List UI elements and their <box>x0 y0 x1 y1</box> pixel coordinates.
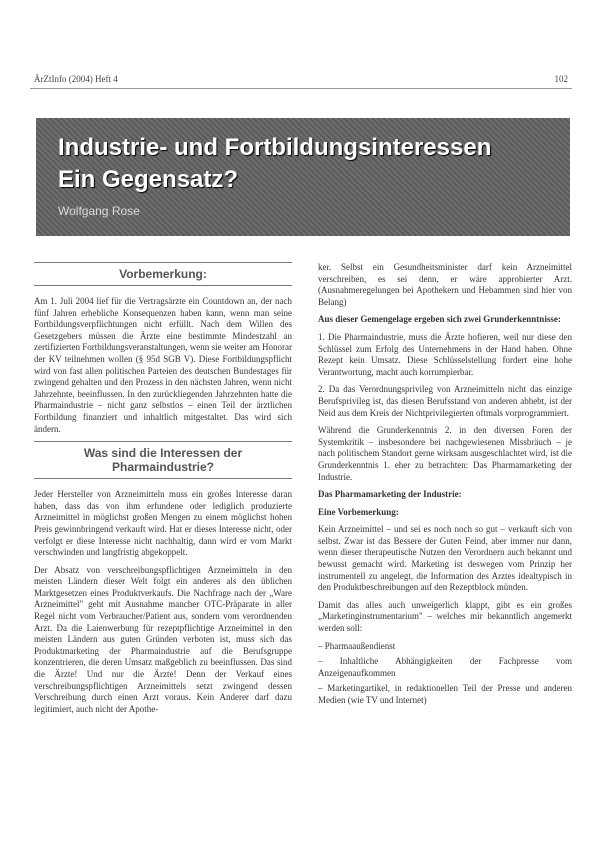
list-item: – Marketingartikel, in redaktionellen Teil der Presse und anderen Medien (wie TV und Internet) <box>318 683 572 705</box>
section-heading-vorbemerkung: Vorbemerkung: <box>34 262 292 286</box>
paragraph: Der Absatz von verschreibungspflichtigen Arzneimitteln in den meisten Ländern dieser Welt folgt ein anderes als den üblichen Marktgesetzen eines Produktverkaufs. Die Nachfrage nach der „Ware Arzneimittel" geht mit Ausnahme mancher OTC-Präparate in aller Regel nicht vom Verbraucher/Patient aus, sondern vom verordnenden Arzt. Da die Laienwerbung für rezeptpflichtige Arzneimittel in den meisten Ländern aus guten Gründen verboten ist, muss sich das Produktmarketing der Pharmaindustrie auf die Berufsgruppe konzentrieren, die deren Umsatz maßgeblich zu beeinflussen. Das sind die Ärzte! Und nur die Ärzte! Denn der Verkauf eines verschreibungspflichtigen Arzneimittels setzt zwingend dessen Verschreibung durch einen Arzt voraus. Kein Anderer darf dazu legitimiert, auch nicht der Apothe- <box>34 564 292 714</box>
list-item: – Inhaltliche Abhängigkeiten der Fachpresse vom Anzeigenaufkommen <box>318 656 572 678</box>
left-column <box>34 258 292 721</box>
right-column <box>318 262 572 711</box>
title-banner <box>36 118 570 236</box>
author-name: Wolfgang Rose <box>58 204 140 218</box>
paragraph: Am 1. Juli 2004 lief für die Vertragsärzte ein Countdown an, der nach fünf Jahren erhebliche Konsequenzen haben kann, wenn man seine Fortbildungsverpflichtungen nicht erfüllt. Nach dem Willen des Gesetzgebers müssen die Ärzte eine bestimmte Mindestzahl an zertifizierten Fortbildungsveranstaltungen, wenn sie weiter am Honorar der KV teilnehmen wollen (§ 95d SGB V). Diese Fortbildungspflicht wird von fast allen politischen Parteien des deutschen Bundestages für zwingend gehalten und den Prozess in den nächsten Jahren, wenn nicht Jahrzehnte, beeinflussen. In den zurückliegenden Jahrzehnten hatte die Pharmaindustrie – nicht ganz selbstlos – einen Teil der ärztlichen Fortbildung finanziert und inhaltlich mitgestaltet. Das wird sich ändern. <box>34 296 292 434</box>
paragraph: 2. Da das Verordnungsprivileg von Arzneimitteln nicht das einzige Berufsprivileg ist, das diesen Berufsstand von anderen abhebt, ist der Neid aus dem Kreis der Nichtprivilegierten oftmals vorprogrammiert. <box>318 384 572 418</box>
section-heading-line-1: Was sind die Interessen der <box>83 446 243 461</box>
paragraph: Damit das alles auch unweigerlich klappt, gibt es ein großes „Marketinginstrumentarium" – welches mir bekanntlich angemerkt werden soll: <box>318 599 572 634</box>
page-number: 102 <box>554 74 568 84</box>
article-title <box>58 132 491 196</box>
list-item: – Pharmaaußendienst <box>318 640 396 651</box>
bold-heading: Das Pharmamarketing der Industrie: <box>318 489 462 500</box>
journal-reference: ÄrZtInfo (2004) Heft 4 <box>34 74 118 84</box>
section-heading-line-2: Pharmaindustrie? <box>111 460 215 475</box>
title-line-2: Ein Gegensatz? <box>58 166 239 193</box>
section-heading-interessen <box>34 441 292 479</box>
bold-heading: Aus dieser Gemengelage ergeben sich zwei Grunderkenntnisse: <box>318 314 561 325</box>
paragraph: 1. Die Pharmaindustrie, muss die Ärzte hofieren, weil nur diese den Schlüssel zum Erfolg des Unternehmens in der Hand haben. Ohne Rezept kein Umsatz. Diese Schlüsselstellung fordert eine hohe Verantwortung, macht auch korrumpierbar. <box>318 331 572 377</box>
paragraph: Kein Arzneimittel – und sei es noch noch so gut – verkauft sich von selbst. Zwar ist das Bessere der Guten Feind, aber immer nur dann, wenn dieser therapeutische Nutzen den Verordnern auch bekannt und bewusst gemacht wird. Marketing ist deswegen vom Prinzip her instrumentell zu angelegt, die Information des Arztes idealtypisch in den Produktbeschreibungen auf den Rezeptblock münden. <box>318 524 572 593</box>
bold-heading: Eine Vorbemerkung: <box>318 506 399 517</box>
paragraph: Jeder Hersteller von Arzneimitteln muss ein großes Interesse daran haben, dass das von ihm erfundene oder lediglich produzierte Arzneimittel in möglichst großen Mengen zu einem möglichst hohen Preis gewinnbringend verkauft wird. Hat er dieses Interesse nicht, oder verfolgt er diese Interesse nicht nachhaltig, dann wird er vom Markt verschwinden und langfristig abgekoppelt. <box>34 489 292 558</box>
paragraph: ker. Selbst ein Gesundheitsminister darf kein Arzneimittel verschreiben, es sei denn, er wäre approbierter Arzt. (Ausnahmeregelungen bei Apothekern und Hebammen sind hier von Belang) <box>318 262 572 307</box>
title-line-1: Industrie- und Fortbildungsinteressen <box>58 134 492 161</box>
header-rule <box>30 88 572 89</box>
paragraph: Während die Grunderkenntnis 2. in den diversen Foren der Systemkritik – insbesondere bei nachgewiesenen Missbräuch – je nach politischem Standort gerne wirksam ausgeschlachtet wird, ist die Grunderkenntnis 1. eher zu betrachten: Das Pharmamarketing der Industrie. <box>318 425 572 482</box>
